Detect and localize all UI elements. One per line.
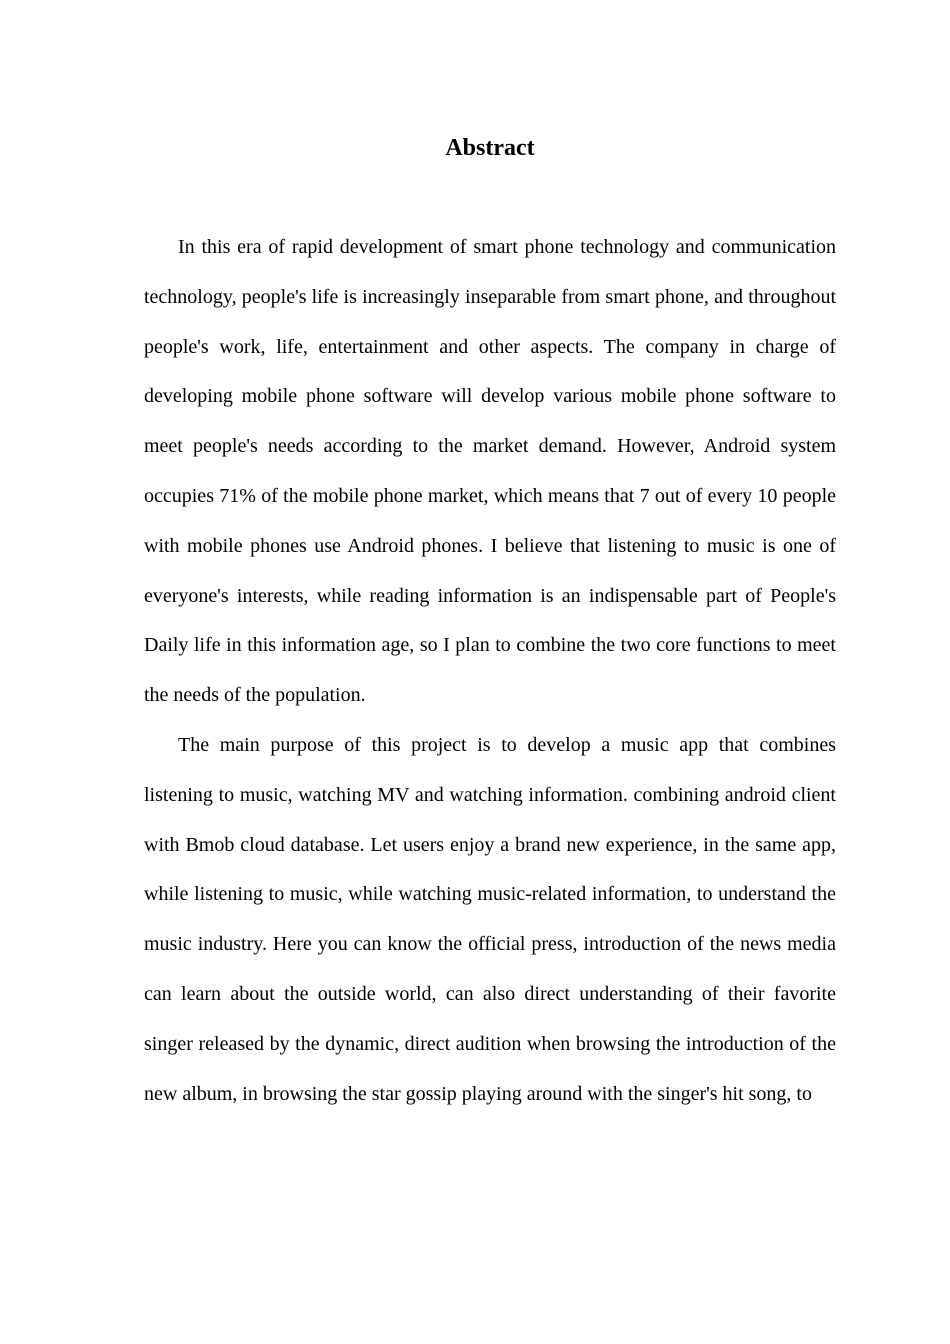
abstract-paragraph-1: In this era of rapid development of smart phone technology and communication technology, people's life is increasingly inseparable from smart phone, and throughout people's work, life, entertainment and other aspects. The company in charge of developing mobile phone software will develop various mobile phone software to meet people's needs according to the market demand. However, Android system occupies 71% of the mobile phone market, which means that 7 out of every 10 people with mobile phones use Android phones. I believe that listening to music is one of everyone's interests, while reading information is an indispensable part of People's Daily life in this information age, so I plan to combine the two core functions to meet the needs of the population. — [144, 236, 836, 707]
abstract-body — [144, 223, 836, 1119]
page-title: Abstract — [445, 135, 535, 161]
abstract-paragraph-2: The main purpose of this project is to develop a music app that combines listening to music, watching MV and watching information. combining android client with Bmob cloud database. Let users enjoy a brand new experience, in the same app, while listening to music, while watching music-related information, to understand the music industry. Here you can know the official press, introduction of the news media can learn about the outside world, can also direct understanding of their favorite singer released by the dynamic, direct audition when browsing the introduction of the new album, in browsing the star gossip playing around with the singer's hit song, to — [144, 733, 836, 1105]
